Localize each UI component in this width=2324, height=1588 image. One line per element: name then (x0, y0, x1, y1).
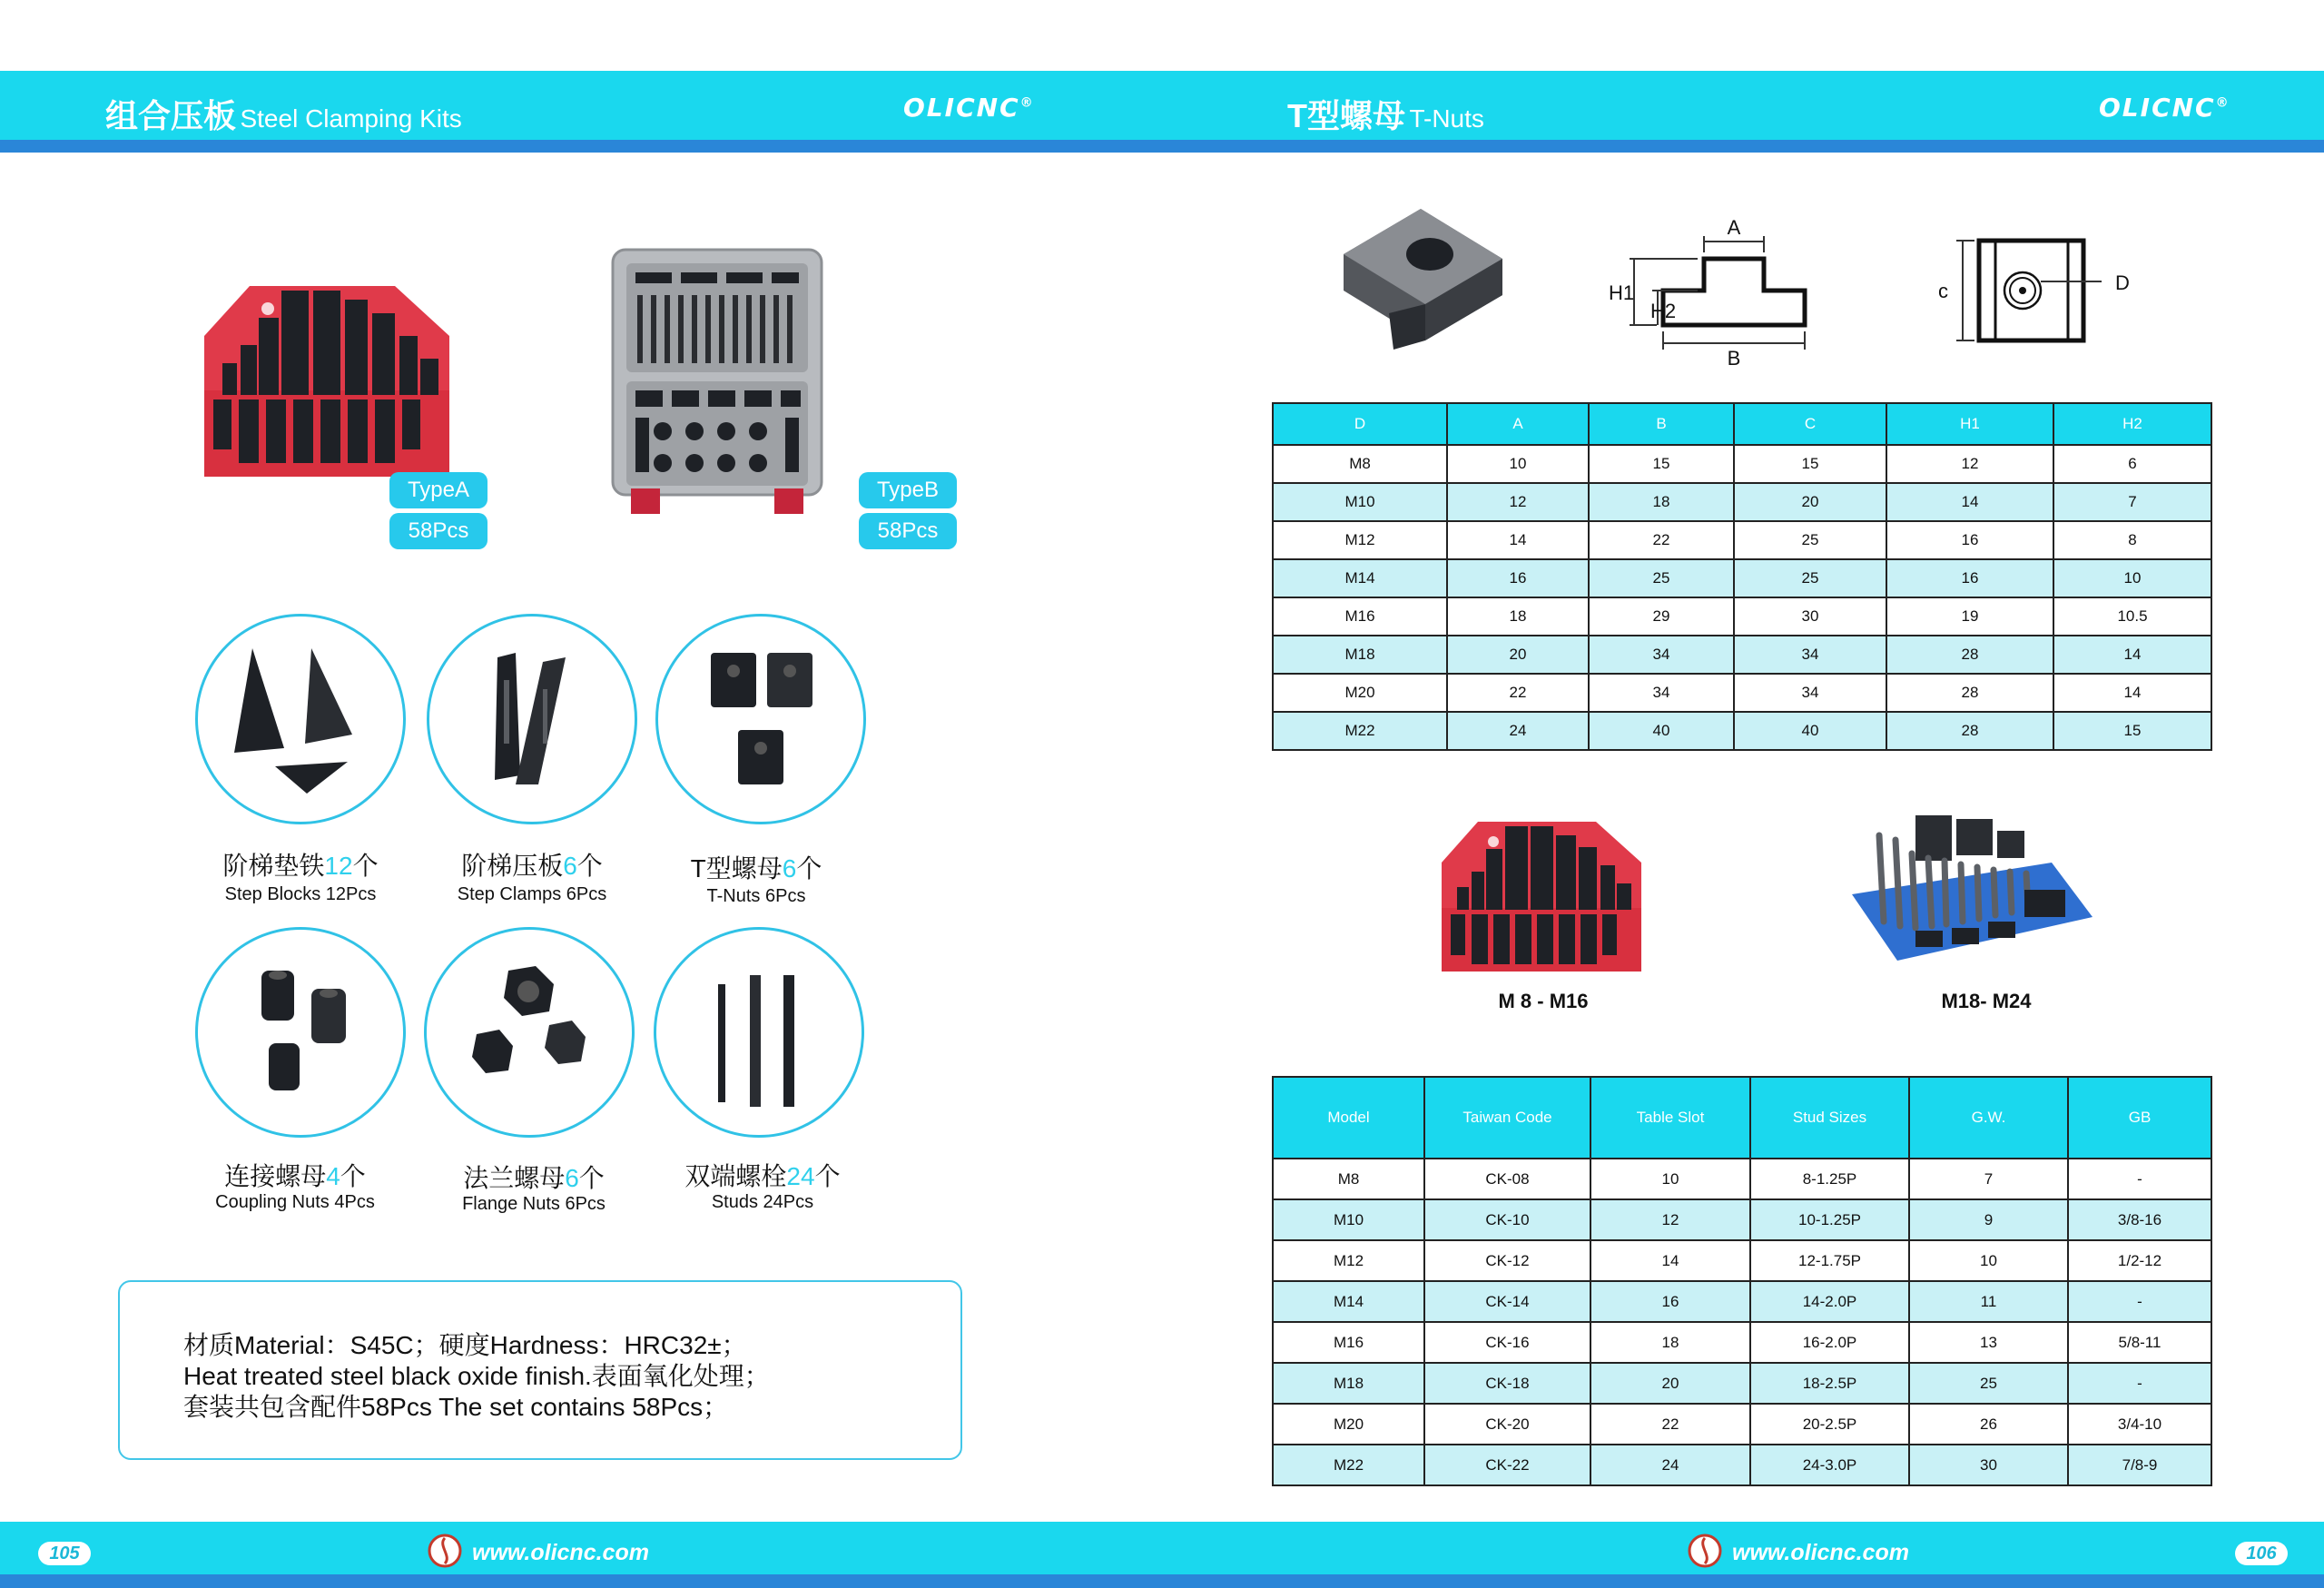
material-info-box (118, 1280, 962, 1460)
kit-cell: 14-2.0P (1750, 1281, 1909, 1322)
table-row (1273, 674, 2211, 712)
kit-cell: 3/4-10 (2068, 1404, 2211, 1445)
step-clamps-caption-en: Step Clamps 6Pcs (457, 884, 607, 904)
t-nut-cell: 28 (1886, 712, 2053, 750)
t-nut-cell: M10 (1273, 483, 1447, 521)
table-row (1273, 636, 2211, 674)
kit-table-header (1273, 1077, 2211, 1159)
kit-cell: M16 (1273, 1322, 1424, 1363)
t-nut-cell: 40 (1734, 712, 1886, 750)
kit-cell: M12 (1273, 1240, 1424, 1281)
dim-b-label: B (1727, 347, 1741, 370)
kit-cell: 11 (1909, 1281, 2068, 1322)
t-nut-cell: 10 (1447, 445, 1589, 483)
t-nut-cell: 15 (1734, 445, 1886, 483)
t-nut-cell: M22 (1273, 712, 1447, 750)
t-nut-cell: 14 (1447, 521, 1589, 559)
flange-nuts-circle (424, 927, 635, 1138)
coupling-nuts-image (198, 930, 403, 1135)
kit-cell: 24-3.0P (1750, 1445, 1909, 1485)
kit-cell: 30 (1909, 1445, 2068, 1485)
dim-d-label: D (2115, 271, 2130, 294)
kit-cell: 25 (1909, 1363, 2068, 1404)
t-nut-cell: 15 (1589, 445, 1734, 483)
left-footer-stripe (0, 1574, 1164, 1588)
kit-cell: CK-12 (1424, 1240, 1590, 1281)
left-logo (903, 93, 1035, 123)
kit-cell: CK-22 (1424, 1445, 1590, 1485)
t-nut-cell: 14 (2053, 636, 2211, 674)
t-nut-cell: 40 (1589, 712, 1734, 750)
left-logo-mark: ® (1019, 95, 1035, 111)
kit-m8-m16-image (1428, 813, 1646, 976)
kit-m8-m16-label: M 8 - M16 (1498, 990, 1589, 1012)
kit-cell: M8 (1273, 1159, 1424, 1199)
coupling-nuts-qty: 4 (326, 1162, 340, 1190)
right-page-number: 106 (2235, 1542, 2288, 1565)
t-nut-profile-diagram (1598, 209, 1825, 372)
t-nut-cell: 19 (1886, 597, 2053, 636)
t-nut-cell: 6 (2053, 445, 2211, 483)
t-nut-cell: 34 (1734, 674, 1886, 712)
table-row (1273, 1322, 2211, 1363)
dim-h1-label: H1 (1609, 281, 1635, 304)
t-nuts-name-zh: T型螺母 (690, 854, 783, 883)
kit-cell: M20 (1273, 1404, 1424, 1445)
step-blocks-qty: 12 (324, 852, 353, 880)
kit-header-cell: G.W. (1909, 1077, 2068, 1159)
kit-header-cell: Taiwan Code (1424, 1077, 1590, 1159)
t-nut-cell: 28 (1886, 636, 2053, 674)
type-b-case-image (608, 245, 826, 518)
kit-cell: 7 (1909, 1159, 2068, 1199)
kit-cell: 22 (1590, 1404, 1750, 1445)
t-nut-cell: 20 (1447, 636, 1589, 674)
kit-cell: CK-08 (1424, 1159, 1590, 1199)
left-page-title (105, 91, 462, 137)
left-website-link[interactable]: www.olicnc.com (472, 1540, 649, 1565)
t-nut-cell: 14 (2053, 674, 2211, 712)
t-nut-header-cell: D (1273, 403, 1447, 445)
t-nut-cell: 22 (1589, 521, 1734, 559)
table-row (1273, 1240, 2211, 1281)
t-nut-cell: 25 (1589, 559, 1734, 597)
kit-cell: M18 (1273, 1363, 1424, 1404)
type-b-count: 58Pcs (859, 513, 957, 549)
kit-cell: - (2068, 1363, 2211, 1404)
t-nut-photo (1339, 204, 1512, 359)
material-line-1: 材质Material：S45C；硬度Hardness：HRC32±； (183, 1331, 747, 1359)
t-nut-table-header (1273, 403, 2211, 445)
studs-unit: 个 (814, 1162, 841, 1190)
step-blocks-image (198, 616, 403, 822)
t-nut-cell: 18 (1447, 597, 1589, 636)
step-clamps-unit: 个 (576, 852, 603, 880)
kit-cell: - (2068, 1281, 2211, 1322)
t-nut-cell: 8 (2053, 521, 2211, 559)
dim-c-label: c (1938, 280, 1948, 302)
flange-nuts-caption-zh (416, 1159, 652, 1195)
t-nut-cell: 30 (1734, 597, 1886, 636)
t-nuts-caption-zh (638, 849, 874, 885)
t-nut-cell: M12 (1273, 521, 1447, 559)
table-row (1273, 1445, 2211, 1485)
type-a-kit-image (186, 272, 458, 481)
dim-h2-label: H2 (1650, 300, 1677, 322)
kit-m18-m24-label: M18- M24 (1941, 990, 2032, 1012)
left-title-en: Steel Clamping Kits (240, 104, 462, 133)
left-logo-text: OLICNC (903, 93, 1020, 123)
kit-header-cell: GB (2068, 1077, 2211, 1159)
kit-cell: 10 (1909, 1240, 2068, 1281)
flange-nuts-image (427, 930, 632, 1135)
kit-cell: 16-2.0P (1750, 1322, 1909, 1363)
kit-cell: 7/8-9 (2068, 1445, 2211, 1485)
t-nuts-circle (655, 614, 866, 824)
t-nut-cell: 16 (1886, 521, 2053, 559)
kit-cell: CK-16 (1424, 1322, 1590, 1363)
flange-nuts-qty: 6 (565, 1164, 579, 1192)
kit-cell: 5/8-11 (2068, 1322, 2211, 1363)
studs-image (656, 930, 862, 1135)
t-nut-top-diagram (1915, 218, 2142, 354)
table-row (1273, 1199, 2211, 1240)
step-blocks-circle (195, 614, 406, 824)
step-clamps-qty: 6 (563, 852, 577, 880)
t-nut-cell: 34 (1734, 636, 1886, 674)
studs-qty: 24 (786, 1162, 815, 1190)
kit-cell: M22 (1273, 1445, 1424, 1485)
right-logo-mark: ® (2215, 95, 2230, 111)
t-nut-cell: 34 (1589, 636, 1734, 674)
kit-cell: 12 (1590, 1199, 1750, 1240)
table-row (1273, 1281, 2211, 1322)
kit-cell: CK-20 (1424, 1404, 1590, 1445)
material-line-2: Heat treated steel black oxide finish.表面氧化处理； (183, 1362, 770, 1390)
kit-cell: M14 (1273, 1281, 1424, 1322)
t-nut-cell: 29 (1589, 597, 1734, 636)
t-nut-cell: 12 (1447, 483, 1589, 521)
t-nuts-caption-en: T-Nuts 6Pcs (706, 886, 806, 906)
t-nut-cell: 28 (1886, 674, 2053, 712)
right-header-stripe (1164, 140, 2324, 153)
t-nut-cell: 24 (1447, 712, 1589, 750)
step-clamps-caption-zh (414, 846, 650, 883)
t-nuts-qty: 6 (782, 854, 797, 883)
studs-caption-zh (645, 1157, 881, 1193)
kit-header-cell: Stud Sizes (1750, 1077, 1909, 1159)
t-nut-cell: 22 (1447, 674, 1589, 712)
kit-cell: 16 (1590, 1281, 1750, 1322)
right-title-zh: T型螺母 (1287, 97, 1405, 134)
table-row (1273, 521, 2211, 559)
kit-cell: 8-1.25P (1750, 1159, 1909, 1199)
studs-caption-en: Studs 24Pcs (711, 1192, 814, 1212)
left-header-stripe (0, 140, 1164, 153)
kit-m18-m24-image (1843, 808, 2097, 972)
kit-cell: 9 (1909, 1199, 2068, 1240)
t-nut-cell: 34 (1589, 674, 1734, 712)
studs-name-zh: 双端螺栓 (684, 1162, 787, 1190)
kit-cell: 26 (1909, 1404, 2068, 1445)
table-row (1273, 445, 2211, 483)
type-a-count: 58Pcs (389, 513, 487, 549)
kit-cell: CK-14 (1424, 1281, 1590, 1322)
dim-a-label: A (1727, 216, 1741, 239)
t-nut-cell: 10 (2053, 559, 2211, 597)
kit-cell: 24 (1590, 1445, 1750, 1485)
right-logo (2099, 93, 2230, 123)
step-blocks-caption-zh (182, 846, 419, 883)
t-nut-cell: M16 (1273, 597, 1447, 636)
t-nut-cell: 18 (1589, 483, 1734, 521)
coupling-nuts-caption-en: Coupling Nuts 4Pcs (215, 1192, 375, 1212)
t-nuts-unit: 个 (796, 854, 822, 883)
kit-cell: - (2068, 1159, 2211, 1199)
t-nut-cell: 12 (1886, 445, 2053, 483)
right-globe-icon (1687, 1533, 1723, 1569)
kit-cell: 14 (1590, 1240, 1750, 1281)
type-b-label: TypeB (859, 472, 957, 508)
table-row (1273, 1159, 2211, 1199)
left-page-number: 105 (38, 1542, 91, 1565)
t-nut-cell: 15 (2053, 712, 2211, 750)
t-nut-header-cell: A (1447, 403, 1589, 445)
t-nut-cell: 10.5 (2053, 597, 2211, 636)
coupling-nuts-name-zh: 连接螺母 (224, 1162, 327, 1190)
t-nut-cell: M8 (1273, 445, 1447, 483)
step-blocks-unit: 个 (352, 852, 379, 880)
kit-header-cell: Table Slot (1590, 1077, 1750, 1159)
coupling-nuts-circle (195, 927, 406, 1138)
t-nut-cell: 20 (1734, 483, 1886, 521)
t-nut-cell: 25 (1734, 521, 1886, 559)
step-clamps-image (429, 616, 635, 822)
kit-cell: 10-1.25P (1750, 1199, 1909, 1240)
t-nut-cell: 16 (1447, 559, 1589, 597)
kit-cell: 3/8-16 (2068, 1199, 2211, 1240)
right-title-en: T-Nuts (1409, 104, 1484, 133)
kit-cell: 10 (1590, 1159, 1750, 1199)
kit-cell: 20 (1590, 1363, 1750, 1404)
step-clamps-name-zh: 阶梯压板 (461, 852, 564, 880)
right-page-title (1287, 91, 1484, 137)
kit-cell: 20-2.5P (1750, 1404, 1909, 1445)
t-nut-header-cell: H1 (1886, 403, 2053, 445)
kit-cell: CK-10 (1424, 1199, 1590, 1240)
t-nut-cell: 16 (1886, 559, 2053, 597)
step-clamps-circle (427, 614, 637, 824)
t-nut-header-cell: B (1589, 403, 1734, 445)
table-row (1273, 712, 2211, 750)
flange-nuts-name-zh: 法兰螺母 (463, 1164, 566, 1192)
kit-cell: 12-1.75P (1750, 1240, 1909, 1281)
table-row (1273, 1404, 2211, 1445)
t-nut-dimension-table (1272, 402, 2212, 751)
material-line-3: 套装共包含配件58Pcs The set contains 58Pcs； (183, 1393, 729, 1421)
kit-spec-table (1272, 1076, 2212, 1486)
table-row (1273, 597, 2211, 636)
right-footer-stripe (1164, 1574, 2324, 1588)
left-globe-icon (427, 1533, 463, 1569)
table-row (1273, 559, 2211, 597)
right-logo-text: OLICNC (2099, 93, 2216, 123)
t-nuts-image (658, 616, 863, 822)
left-title-zh: 组合压板 (105, 97, 237, 134)
t-nut-cell: 7 (2053, 483, 2211, 521)
coupling-nuts-unit: 个 (340, 1162, 366, 1190)
t-nut-cell: 25 (1734, 559, 1886, 597)
t-nut-header-cell: H2 (2053, 403, 2211, 445)
flange-nuts-unit: 个 (578, 1164, 605, 1192)
coupling-nuts-caption-zh (177, 1157, 413, 1193)
kit-cell: M10 (1273, 1199, 1424, 1240)
kit-header-cell: Model (1273, 1077, 1424, 1159)
type-a-label: TypeA (389, 472, 487, 508)
step-blocks-name-zh: 阶梯垫铁 (222, 852, 325, 880)
table-row (1273, 483, 2211, 521)
flange-nuts-caption-en: Flange Nuts 6Pcs (462, 1194, 606, 1214)
right-website-link[interactable]: www.olicnc.com (1732, 1540, 1909, 1565)
t-nut-header-cell: C (1734, 403, 1886, 445)
step-blocks-caption-en: Step Blocks 12Pcs (224, 884, 377, 904)
kit-cell: 18-2.5P (1750, 1363, 1909, 1404)
kit-cell: 1/2-12 (2068, 1240, 2211, 1281)
t-nut-cell: M14 (1273, 559, 1447, 597)
t-nut-cell: M18 (1273, 636, 1447, 674)
studs-circle (654, 927, 864, 1138)
kit-cell: 13 (1909, 1322, 2068, 1363)
table-row (1273, 1363, 2211, 1404)
t-nut-cell: 14 (1886, 483, 2053, 521)
t-nut-cell: M20 (1273, 674, 1447, 712)
kit-cell: 18 (1590, 1322, 1750, 1363)
kit-cell: CK-18 (1424, 1363, 1590, 1404)
